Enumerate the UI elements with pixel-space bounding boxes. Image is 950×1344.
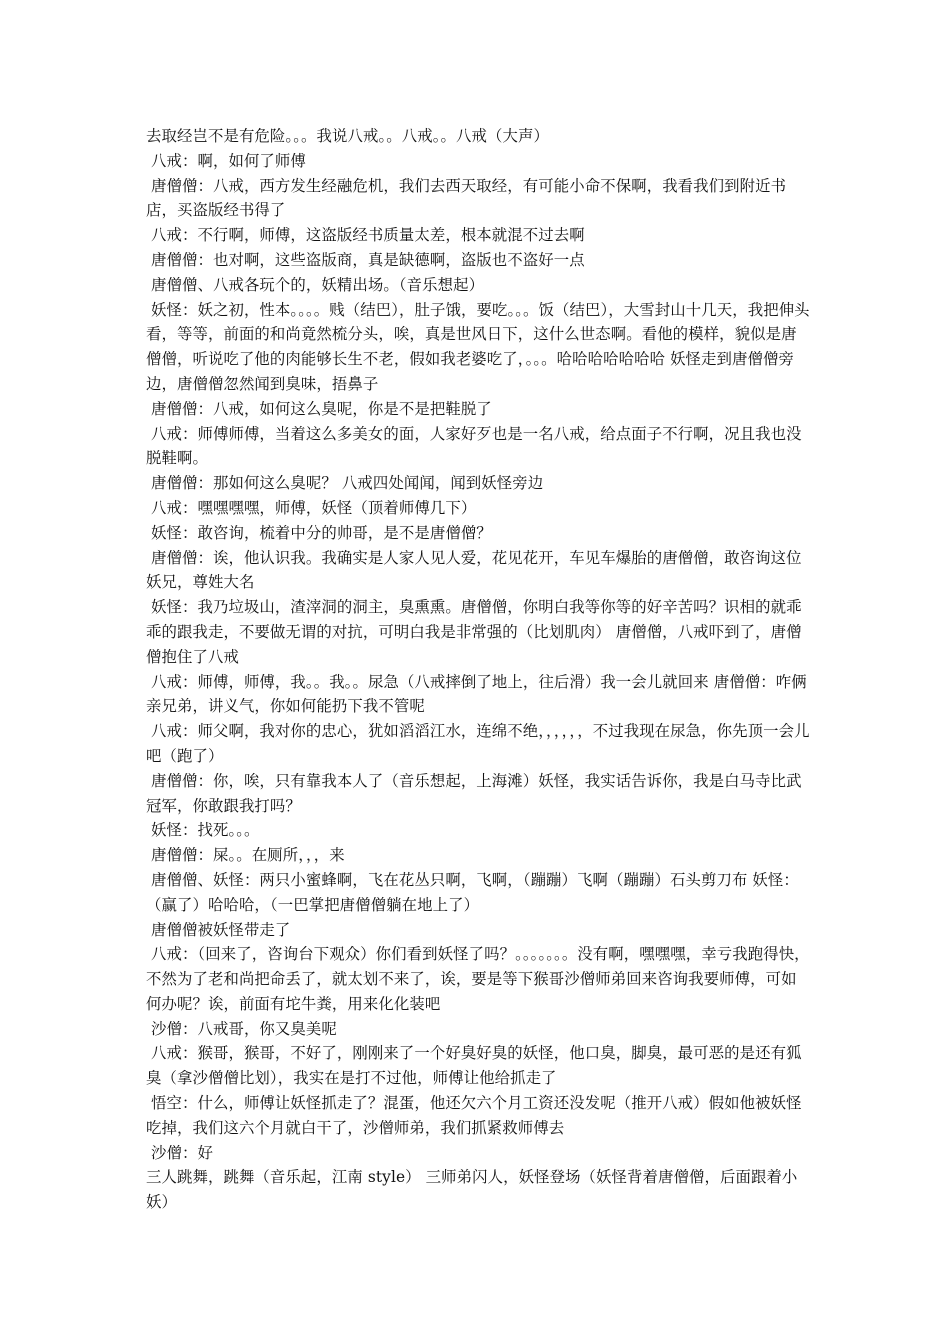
- paragraph: 唐僧僧、妖怪：两只小蜜蜂啊，飞在花丛只啊，飞啊，（蹦蹦）飞啊（蹦蹦）石头剪刀布 妖怪：（赢了）哈哈哈，（一巴掌把唐僧僧躺在地上了）: [146, 870, 799, 914]
- paragraph: 八戒：（回来了，咨询台下观众）你们看到妖怪了吗？。。。。。。。没有啊，嘿嘿嘿，幸亏我跑得快，不然为了老和尚把命丢了，就太划不来了，诶，要是等下猴哥沙僧师弟回来咨询我要师傅，可如何办呢？诶，前面有坨牛粪，用来化化装吧: [146, 945, 810, 1013]
- paragraph: 八戒：师父啊，我对你的忠心，犹如滔滔江水，连绵不绝，，，，，，不过我现在尿急，你先顶一会儿吧（跑了）: [146, 722, 810, 765]
- paragraph: 唐僧僧：你，唉，只有靠我本人了（音乐想起，上海滩）妖怪，我实话告诉你，我是白马寺比武冠军，你敢跟我打吗？: [146, 771, 802, 815]
- paragraph: 八戒：不行啊，师傅，这盗版经书质量太差，根本就混不过去啊: [146, 226, 585, 245]
- paragraph: 八戒：嘿嘿嘿嘿，师傅，妖怪（顶着师傅几下）: [146, 498, 477, 517]
- paragraph: 妖怪：我乃垃圾山，渣滓洞的洞主，臭熏熏。唐僧僧，你明白我等你等的好辛苦吗？识相的就乖乖的跟我走，不要做无谓的对抗，可明白我是非常强的（比划肌肉） 唐僧僧，八戒吓到了，唐僧僧抱住了八戒: [146, 598, 802, 666]
- paragraph: 妖怪：敢咨询，梳着中分的帅哥，是不是唐僧僧？: [146, 523, 492, 542]
- paragraph: 八戒：师傅师傅，当着这么多美女的面，人家好歹也是一名八戒，给点面子不行啊，况且我也没脱鞋啊。: [146, 424, 802, 468]
- paragraph: 妖怪：妖之初，性本。。。。贱（结巴），肚子饿，要吃。。。饭（结巴），大雪封山十几天，我把伸头看，等等，前面的和尚竟然梳分头，唉，真是世风日下，这什么世态啊。看他的模样，貌似是唐僧僧，听说吃了他的肉能够长生不老，假如我老婆吃了，。。。哈哈哈哈哈哈哈 妖怪走到唐僧僧旁边，唐僧僧忽然闻到臭味，捂鼻子: [146, 300, 810, 393]
- document-body: [146, 124, 810, 1215]
- paragraph: 唐僧僧被妖怪带走了: [146, 920, 291, 939]
- paragraph: 妖怪：找死。。。: [146, 821, 260, 840]
- paragraph: 唐僧僧：诶，他认识我。我确实是人家人见人爱，花见花开，车见车爆胎的唐僧僧，敢咨询这位妖兄，尊姓大名: [146, 548, 802, 592]
- paragraph: 八戒：啊，如何了师傅: [146, 151, 306, 170]
- paragraph: 唐僧僧：八戒，西方发生经融危机，我们去西天取经，有可能小命不保啊，我看我们到附近书店，买盗版经书得了: [146, 176, 787, 220]
- paragraph: 唐僧僧、八戒各玩个的，妖精出场。（音乐想起）: [146, 275, 485, 294]
- paragraph: 八戒：师傅，师傅，我。。我。。尿急（八戒摔倒了地上，往后滑）我一会儿就回来 唐僧僧：咋俩亲兄弟，讲义气，你如何能扔下我不管呢: [146, 672, 807, 716]
- paragraph: 沙僧：八戒哥，你又臭美呢: [146, 1019, 337, 1038]
- paragraph: 唐僧僧：屎。。在厕所，，，来: [146, 846, 345, 865]
- paragraph: 唐僧僧：也对啊，这些盗版商，真是缺德啊，盗版也不盗好一点: [146, 250, 585, 269]
- paragraph: 悟空：什么，师傅让妖怪抓走了？混蛋，他还欠六个月工资还没发呢（推开八戒）假如他被妖怪吃掉，我们这六个月就白干了，沙僧师弟，我们抓紧救师傅去: [146, 1094, 802, 1137]
- paragraph: 八戒：猴哥，猴哥，不好了，刚刚来了一个好臭好臭的妖怪，他口臭，脚臭，最可恶的是还有狐臭（拿沙僧僧比划），我实在是打不过他，师傅让他给抓走了: [146, 1044, 802, 1088]
- paragraph: 沙僧：好: [146, 1143, 213, 1162]
- paragraph: 去取经岂不是有危险。。。我说八戒。。八戒。。八戒（大声）: [146, 127, 549, 145]
- paragraph: 三人跳舞，跳舞（音乐起，江南 style） 三师弟闪人，妖怪登场（妖怪背着唐僧僧，后面跟着小妖）: [146, 1168, 798, 1212]
- paragraph: 唐僧僧：八戒，如何这么臭呢，你是不是把鞋脱了: [146, 399, 492, 418]
- paragraph: 唐僧僧：那如何这么臭呢？ 八戒四处闻闻，闻到妖怪旁边: [146, 474, 544, 493]
